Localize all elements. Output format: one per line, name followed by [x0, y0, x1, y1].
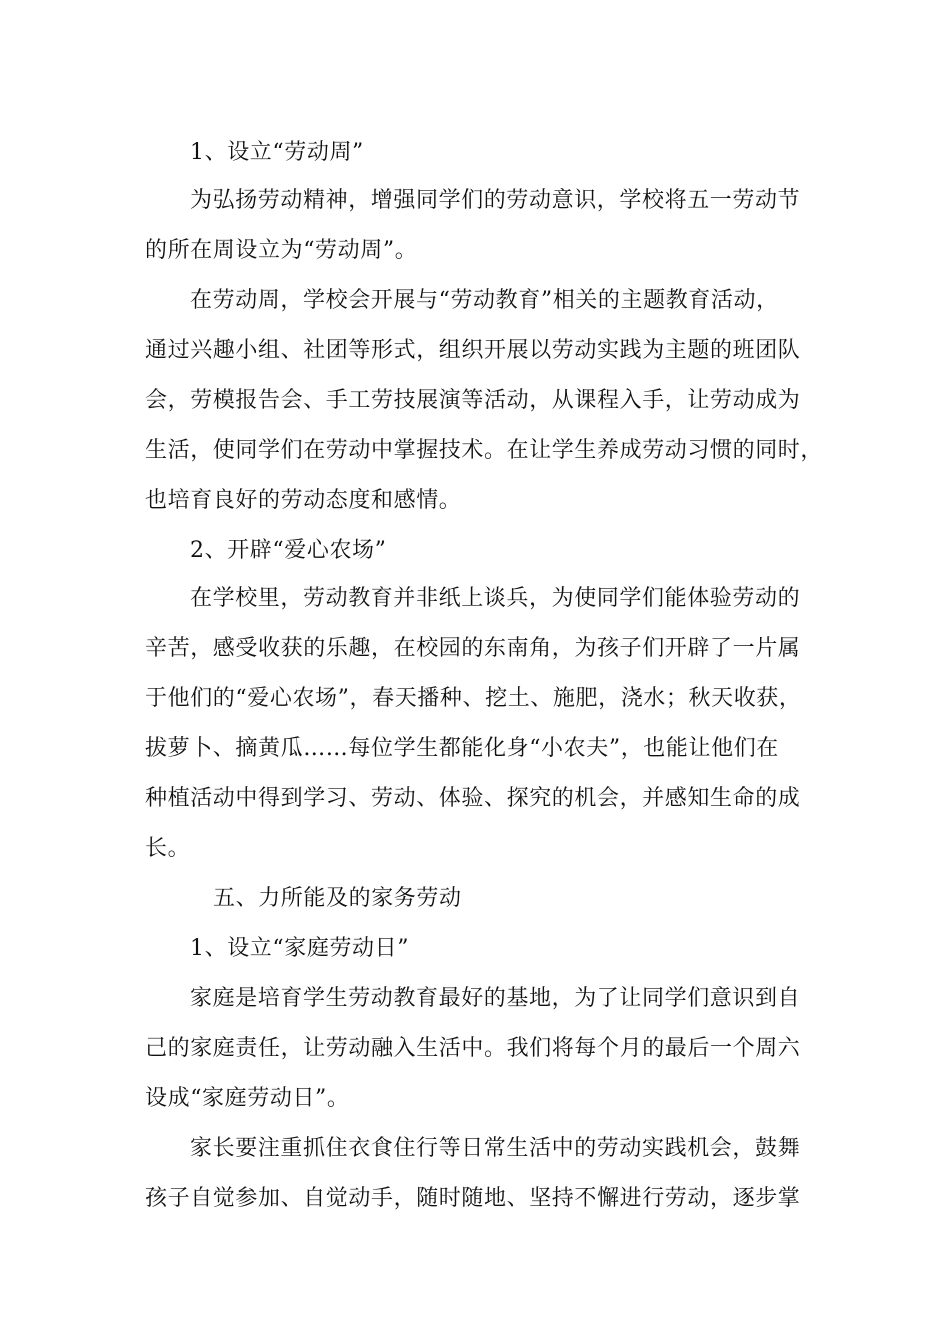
paragraph-line: 家长要注重抓住衣食住行等日常生活中的劳动实践机会，鼓舞 — [190, 1136, 801, 1161]
subheading-family-labor-day: 1、设立“家庭劳动日” — [190, 936, 410, 961]
paragraph-line: 也培育良好的劳动态度和感情。 — [145, 488, 462, 513]
paragraph-line: 设成“家庭劳动日”。 — [145, 1086, 350, 1111]
paragraph-line: 辛苦，感受收获的乐趣，在校园的东南角，为孩子们开辟了一片属 — [145, 636, 801, 661]
paragraph-line: 在学校里，劳动教育并非纸上谈兵，为使同学们能体验劳动的 — [190, 586, 801, 611]
paragraph-line: 孩子自觉参加、自觉动手，随时随地、坚持不懈进行劳动，逐步掌 — [145, 1186, 801, 1211]
subheading-labor-week: 1、设立“劳动周” — [190, 140, 364, 165]
paragraph-line: 通过兴趣小组、社团等形式，组织开展以劳动实践为主题的班团队 — [145, 338, 801, 363]
paragraph-line: 在劳动周，学校会开展与“劳动教育”相关的主题教育活动， — [190, 288, 779, 313]
paragraph-line: 家庭是培育学生劳动教育最好的基地，为了让同学们意识到自 — [190, 986, 801, 1011]
paragraph-line: 于他们的“爱心农场”，春天播种、挖土、施肥，浇水；秋天收获， — [145, 686, 802, 711]
paragraph-line: 种植活动中得到学习、劳动、体验、探究的机会，并感知生命的成 — [145, 786, 801, 811]
paragraph-line: 生活，使同学们在劳动中掌握技术。在让学生养成劳动习惯的同时， — [145, 438, 824, 463]
paragraph-line: 长。 — [145, 836, 191, 861]
paragraph-line: 己的家庭责任，让劳动融入生活中。我们将每个月的最后一个周六 — [145, 1036, 801, 1061]
paragraph-line: 的所在周设立为“劳动周”。 — [145, 238, 418, 263]
paragraph-line: 拔萝卜、摘黄瓜……每位学生都能化身“小农夫”，也能让他们在 — [145, 736, 779, 761]
paragraph-line: 为弘扬劳动精神，增强同学们的劳动意识，学校将五一劳动节 — [190, 188, 801, 213]
paragraph-line: 会，劳模报告会、手工劳技展演等活动，从课程入手，让劳动成为 — [145, 388, 801, 413]
subheading-love-farm: 2、开辟“爱心农场” — [190, 538, 387, 563]
section-heading-housework: 五、力所能及的家务劳动 — [213, 886, 462, 911]
